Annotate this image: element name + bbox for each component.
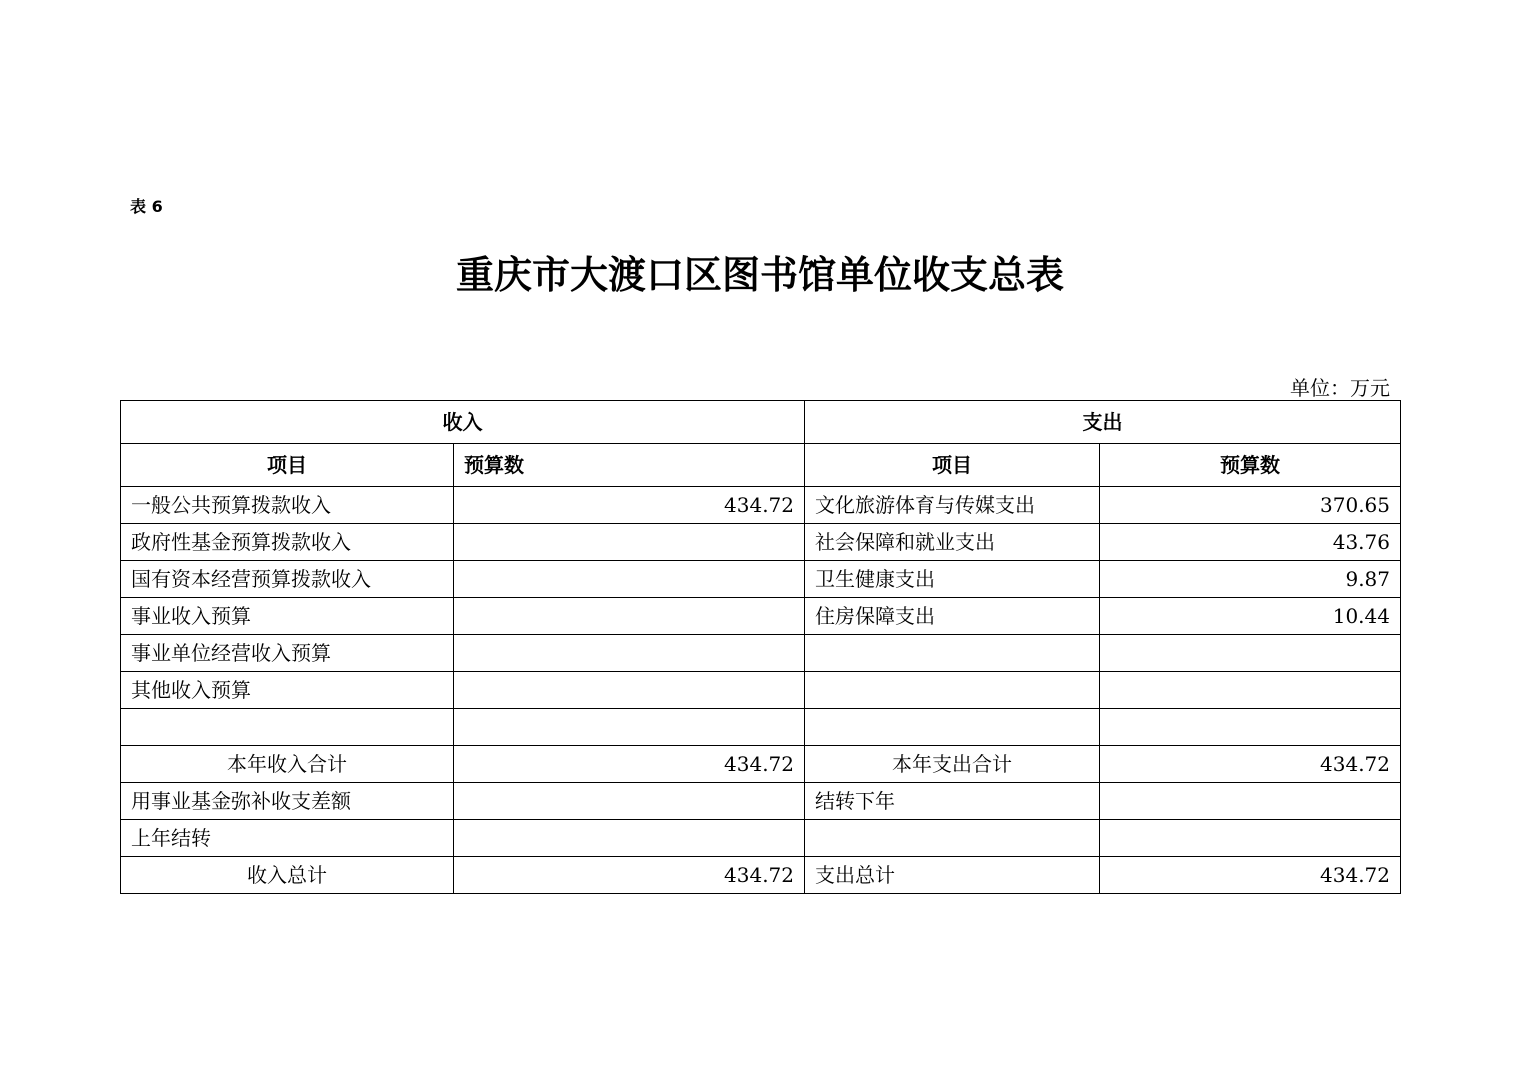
table-row	[121, 820, 1401, 857]
expense-value-cell: 43.76	[1100, 524, 1401, 561]
expense-value-cell: 434.72	[1100, 857, 1401, 894]
expense-item-cell: 支出总计	[805, 857, 1100, 894]
expense-item-cell	[805, 635, 1100, 672]
table-row	[121, 524, 1401, 561]
income-item-cell: 一般公共预算拨款收入	[121, 487, 454, 524]
income-expense-summary-table	[120, 400, 1401, 894]
expense-item-cell: 社会保障和就业支出	[805, 524, 1100, 561]
table-row	[121, 598, 1401, 635]
income-item-cell: 本年收入合计	[121, 746, 454, 783]
income-item-cell	[121, 709, 454, 746]
expense-budget-column-header: 预算数	[1100, 444, 1401, 487]
income-value-cell	[454, 783, 805, 820]
expense-value-cell	[1100, 709, 1401, 746]
unit-label: 单位：万元	[1290, 376, 1390, 400]
income-item-column-header: 项目	[121, 444, 454, 487]
table-row	[121, 561, 1401, 598]
table-section-header-row	[121, 401, 1401, 444]
expense-value-cell: 9.87	[1100, 561, 1401, 598]
expense-item-cell: 本年支出合计	[805, 746, 1100, 783]
table-number-label: 表 6	[130, 197, 163, 216]
expense-value-cell: 10.44	[1100, 598, 1401, 635]
table-row	[121, 709, 1401, 746]
income-section-header: 收入	[121, 401, 805, 444]
table-row	[121, 857, 1401, 894]
expense-item-cell	[805, 672, 1100, 709]
income-value-cell: 434.72	[454, 487, 805, 524]
table-row	[121, 487, 1401, 524]
expense-value-cell: 434.72	[1100, 746, 1401, 783]
expense-value-cell	[1100, 783, 1401, 820]
expense-value-cell: 370.65	[1100, 487, 1401, 524]
table-column-header-row	[121, 444, 1401, 487]
expense-value-cell	[1100, 635, 1401, 672]
income-item-cell: 用事业基金弥补收支差额	[121, 783, 454, 820]
income-value-cell: 434.72	[454, 746, 805, 783]
expense-item-column-header: 项目	[805, 444, 1100, 487]
income-value-cell	[454, 820, 805, 857]
income-value-cell: 434.72	[454, 857, 805, 894]
income-item-cell: 事业单位经营收入预算	[121, 635, 454, 672]
income-item-cell: 事业收入预算	[121, 598, 454, 635]
income-item-cell: 上年结转	[121, 820, 454, 857]
income-value-cell	[454, 709, 805, 746]
expense-item-cell	[805, 820, 1100, 857]
expense-item-cell: 住房保障支出	[805, 598, 1100, 635]
table-row	[121, 635, 1401, 672]
income-value-cell	[454, 635, 805, 672]
income-item-cell: 收入总计	[121, 857, 454, 894]
table-row	[121, 746, 1401, 783]
income-item-cell: 政府性基金预算拨款收入	[121, 524, 454, 561]
income-value-cell	[454, 598, 805, 635]
income-value-cell	[454, 672, 805, 709]
expense-item-cell: 卫生健康支出	[805, 561, 1100, 598]
income-budget-column-header: 预算数	[454, 444, 805, 487]
expense-item-cell: 文化旅游体育与传媒支出	[805, 487, 1100, 524]
page-title: 重庆市大渡口区图书馆单位收支总表	[455, 253, 1064, 297]
table-body	[121, 487, 1401, 894]
income-item-cell: 国有资本经营预算拨款收入	[121, 561, 454, 598]
table-row	[121, 783, 1401, 820]
expense-item-cell	[805, 709, 1100, 746]
income-value-cell	[454, 561, 805, 598]
expense-item-cell: 结转下年	[805, 783, 1100, 820]
expense-value-cell	[1100, 820, 1401, 857]
income-value-cell	[454, 524, 805, 561]
income-item-cell: 其他收入预算	[121, 672, 454, 709]
expense-section-header: 支出	[805, 401, 1401, 444]
expense-value-cell	[1100, 672, 1401, 709]
table-row	[121, 672, 1401, 709]
